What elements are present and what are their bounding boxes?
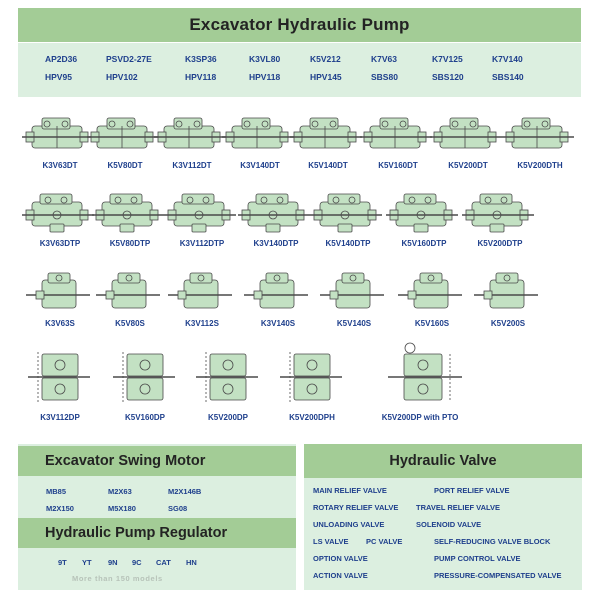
regulator-title: Hydraulic Pump Regulator xyxy=(45,525,228,541)
valve-item: PRESSURE-COMPENSATED VALVE xyxy=(434,571,562,580)
pump-label: K3V112DTP xyxy=(179,239,225,248)
pump-single-icon xyxy=(314,268,394,318)
regulator-note: More than 150 models xyxy=(72,574,163,583)
pump-diagram xyxy=(20,348,100,422)
pump-label: K5V160DP xyxy=(124,413,166,422)
swing-motor-regulator-panel xyxy=(18,444,296,590)
valve-item: MAIN RELIEF VALVE xyxy=(313,486,387,495)
valve-item: SOLENOID VALVE xyxy=(416,520,482,529)
model-item: PSVD2-27E xyxy=(106,54,152,64)
pump-twin-icon xyxy=(288,110,368,160)
pump-label: K3V140DTP xyxy=(253,239,299,248)
pump-twin-pto-icon xyxy=(162,188,242,238)
pump-tandem-icon xyxy=(105,348,185,410)
model-list-panel xyxy=(18,43,581,97)
pump-twin-pto-icon xyxy=(236,188,316,238)
model-item: K5V212 xyxy=(310,54,341,64)
pump-tandem-icon xyxy=(188,348,268,410)
pump-single-icon xyxy=(392,268,472,318)
model-item: K7V63 xyxy=(371,54,397,64)
pump-label: K5V200DPH xyxy=(289,413,335,422)
model-item: HPV102 xyxy=(106,72,138,82)
pump-diagram xyxy=(272,348,352,422)
pump-twin-pto-icon xyxy=(308,188,388,238)
pump-label: K5V140DTP xyxy=(325,239,371,248)
pump-single-icon xyxy=(238,268,318,318)
valve-item: OPTION VALVE xyxy=(313,554,368,563)
page-title: Excavator Hydraulic Pump xyxy=(189,15,410,34)
model-item: K3VL80 xyxy=(249,54,281,64)
pump-label: K5V200DP with PTO xyxy=(381,413,459,422)
pump-twin-icon xyxy=(500,110,580,160)
pump-label: K5V80S xyxy=(115,319,145,328)
swing-motor-title: Excavator Swing Motor xyxy=(45,453,206,469)
pump-diagram xyxy=(500,110,580,170)
valve-item: LS VALVE xyxy=(313,537,349,546)
pump-tandem-pto-icon xyxy=(380,340,470,410)
valve-item: SELF-REDUCING VALVE BLOCK xyxy=(434,537,551,546)
pump-label: K5V200DTH xyxy=(517,161,563,170)
pump-label: K3V112DP xyxy=(40,413,80,422)
valve-item: PC VALVE xyxy=(366,537,403,546)
pump-label: K3V63DTP xyxy=(39,239,81,248)
valve-title: Hydraulic Valve xyxy=(389,453,497,469)
pump-single-icon xyxy=(162,268,242,318)
pump-twin-icon xyxy=(358,110,438,160)
pump-diagram xyxy=(460,188,540,248)
pump-single-icon xyxy=(90,268,170,318)
pump-label: K5V160DT xyxy=(378,161,418,170)
regulator-item: CAT xyxy=(156,558,171,567)
pump-diagram xyxy=(188,348,268,422)
pump-diagram xyxy=(380,340,470,422)
pump-single-icon xyxy=(468,268,548,318)
pump-diagram xyxy=(468,268,548,328)
regulator-item: HN xyxy=(186,558,197,567)
pump-diagram xyxy=(105,348,185,422)
pump-label: K3V112S xyxy=(185,319,219,328)
model-item: HPV118 xyxy=(249,72,281,82)
pump-label: K5V200S xyxy=(490,319,526,328)
pump-label: K3V63DT xyxy=(42,161,78,170)
pump-tandem-icon xyxy=(272,348,352,410)
pump-label: K5V200DP xyxy=(207,413,249,422)
pump-label: K5V140S xyxy=(336,319,372,328)
valve-item: ACTION VALVE xyxy=(313,571,368,580)
swing-motor-item: M2X150 xyxy=(46,504,74,513)
pump-tandem-icon xyxy=(20,348,100,410)
pump-label: K5V160DTP xyxy=(401,239,447,248)
model-item: K7V140 xyxy=(492,54,523,64)
valve-item: PUMP CONTROL VALVE xyxy=(434,554,521,563)
model-item: SBS120 xyxy=(432,72,464,82)
pump-label: K5V80DTP xyxy=(109,239,151,248)
pump-twin-pto-icon xyxy=(20,188,100,238)
pump-single-icon xyxy=(20,268,100,318)
swing-motor-item: SG08 xyxy=(168,504,188,513)
swing-motor-item: M2X63 xyxy=(108,487,132,496)
swing-motor-item: M2X146B xyxy=(168,487,202,496)
pump-twin-pto-icon xyxy=(90,188,170,238)
model-item: K7V125 xyxy=(432,54,463,64)
pump-twin-icon xyxy=(428,110,508,160)
valve-item: ROTARY RELIEF VALVE xyxy=(313,503,399,512)
valve-item: PORT RELIEF VALVE xyxy=(434,486,510,495)
valve-header xyxy=(304,444,582,478)
pump-twin-pto-icon xyxy=(384,188,464,238)
hydraulic-valve-panel xyxy=(304,444,582,590)
swing-motor-item: M5X180 xyxy=(108,504,136,513)
model-item: HPV118 xyxy=(185,72,217,82)
pump-label: K5V140DT xyxy=(308,161,348,170)
model-item: HPV145 xyxy=(310,72,342,82)
pump-label: K3V140S xyxy=(260,319,296,328)
swing-motor-item: MB85 xyxy=(46,487,67,496)
pump-label: K3V112DT xyxy=(172,161,212,170)
valve-item: TRAVEL RELIEF VALVE xyxy=(416,503,501,512)
page-header xyxy=(18,8,581,42)
model-item: K3SP36 xyxy=(185,54,217,64)
pump-label: K3V63S xyxy=(45,319,75,328)
valve-item: UNLOADING VALVE xyxy=(313,520,385,529)
regulator-item: 9T xyxy=(58,558,67,567)
pump-label: K5V200DT xyxy=(448,161,488,170)
regulator-item: 9C xyxy=(132,558,142,567)
model-item: SBS80 xyxy=(371,72,398,82)
pump-label: K3V140DT xyxy=(240,161,280,170)
model-item: SBS140 xyxy=(492,72,524,82)
model-item: AP2D36 xyxy=(45,54,78,64)
regulator-item: YT xyxy=(82,558,92,567)
pump-twin-pto-icon xyxy=(460,188,540,238)
model-item: HPV95 xyxy=(45,72,72,82)
regulator-item: 9N xyxy=(108,558,118,567)
pump-label: K5V80DT xyxy=(107,161,143,170)
pump-label: K5V200DTP xyxy=(477,239,523,248)
pump-label: K5V160S xyxy=(414,319,450,328)
regulator-header xyxy=(18,518,296,548)
swing-motor-header xyxy=(18,446,296,476)
